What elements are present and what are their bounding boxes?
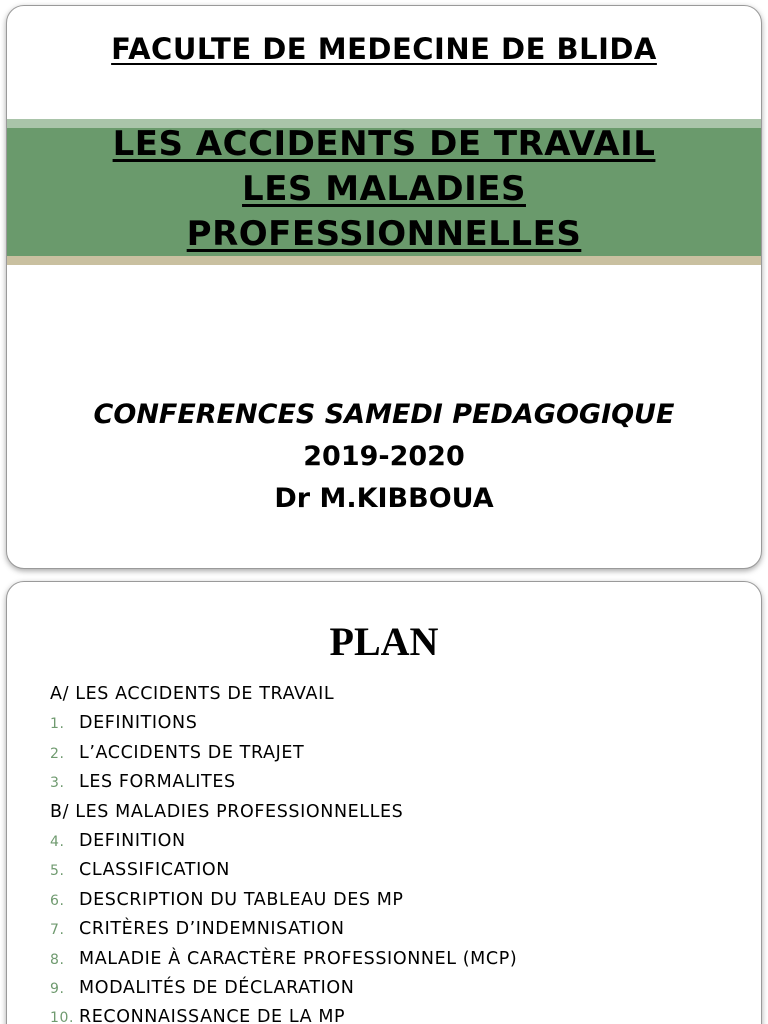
plan-item-text: MALADIE À CARACTÈRE PROFESSIONNEL (MCP) bbox=[79, 948, 518, 969]
plan-item bbox=[50, 974, 517, 1003]
plan-item-text: MODALITÉS DE DÉCLARATION bbox=[79, 977, 355, 998]
plan-item-number: 8. bbox=[50, 951, 65, 968]
band-bottom-line bbox=[7, 256, 761, 265]
plan-item-number: 2. bbox=[50, 745, 65, 762]
academic-year: 2019-2020 bbox=[303, 441, 465, 472]
plan-item bbox=[50, 709, 517, 738]
plan-list bbox=[50, 680, 517, 1024]
plan-item-number: 3. bbox=[50, 775, 65, 792]
main-title bbox=[7, 122, 761, 257]
plan-item bbox=[50, 945, 517, 974]
plan-item-number: 6. bbox=[50, 892, 65, 909]
plan-item-text: RECONNAISSANCE DE LA MP bbox=[79, 1007, 346, 1024]
plan-section bbox=[50, 798, 517, 827]
plan-item-text: CLASSIFICATION bbox=[79, 860, 230, 881]
plan-item-number: 7. bbox=[50, 922, 65, 939]
plan-item bbox=[50, 1003, 517, 1024]
main-title-line-2: LES MALADIES bbox=[242, 169, 526, 209]
plan-item-text: L’ACCIDENTS DE TRAJET bbox=[79, 742, 305, 763]
plan-item-number: 4. bbox=[50, 833, 65, 850]
main-title-line-1: LES ACCIDENTS DE TRAVAIL bbox=[112, 124, 656, 164]
title-slide bbox=[6, 5, 762, 569]
plan-item-number: 9. bbox=[50, 980, 65, 997]
conference-block bbox=[7, 394, 761, 520]
plan-item-text: A/ LES ACCIDENTS DE TRAVAIL bbox=[50, 684, 335, 704]
author-name: Dr M.KIBBOUA bbox=[274, 483, 494, 514]
conference-name: CONFERENCES SAMEDI PEDAGOGIQUE bbox=[93, 399, 675, 430]
plan-title: PLAN bbox=[329, 619, 439, 664]
plan-item bbox=[50, 886, 517, 915]
plan-item-number: 1. bbox=[50, 716, 65, 733]
plan-slide bbox=[6, 581, 762, 1024]
plan-item-text: DEFINITIONS bbox=[79, 713, 198, 734]
plan-item-text: DEFINITION bbox=[79, 830, 186, 851]
plan-item bbox=[50, 739, 517, 768]
plan-item-text: DESCRIPTION DU TABLEAU DES MP bbox=[79, 889, 404, 910]
plan-item-number: 5. bbox=[50, 863, 65, 880]
plan-item bbox=[50, 856, 517, 885]
plan-item-number: 10. bbox=[50, 1010, 75, 1024]
plan-item-text: LES FORMALITES bbox=[79, 772, 236, 793]
plan-item-text: B/ LES MALADIES PROFESSIONNELLES bbox=[50, 801, 404, 822]
plan-section bbox=[50, 680, 517, 709]
faculty-title: FACULTE DE MEDECINE DE BLIDA bbox=[111, 32, 657, 66]
plan-item bbox=[50, 915, 517, 944]
main-title-line-3: PROFESSIONNELLES bbox=[186, 214, 582, 254]
plan-item bbox=[50, 827, 517, 856]
plan-item-text: CRITÈRES D’INDEMNISATION bbox=[79, 919, 345, 940]
plan-item bbox=[50, 768, 517, 797]
